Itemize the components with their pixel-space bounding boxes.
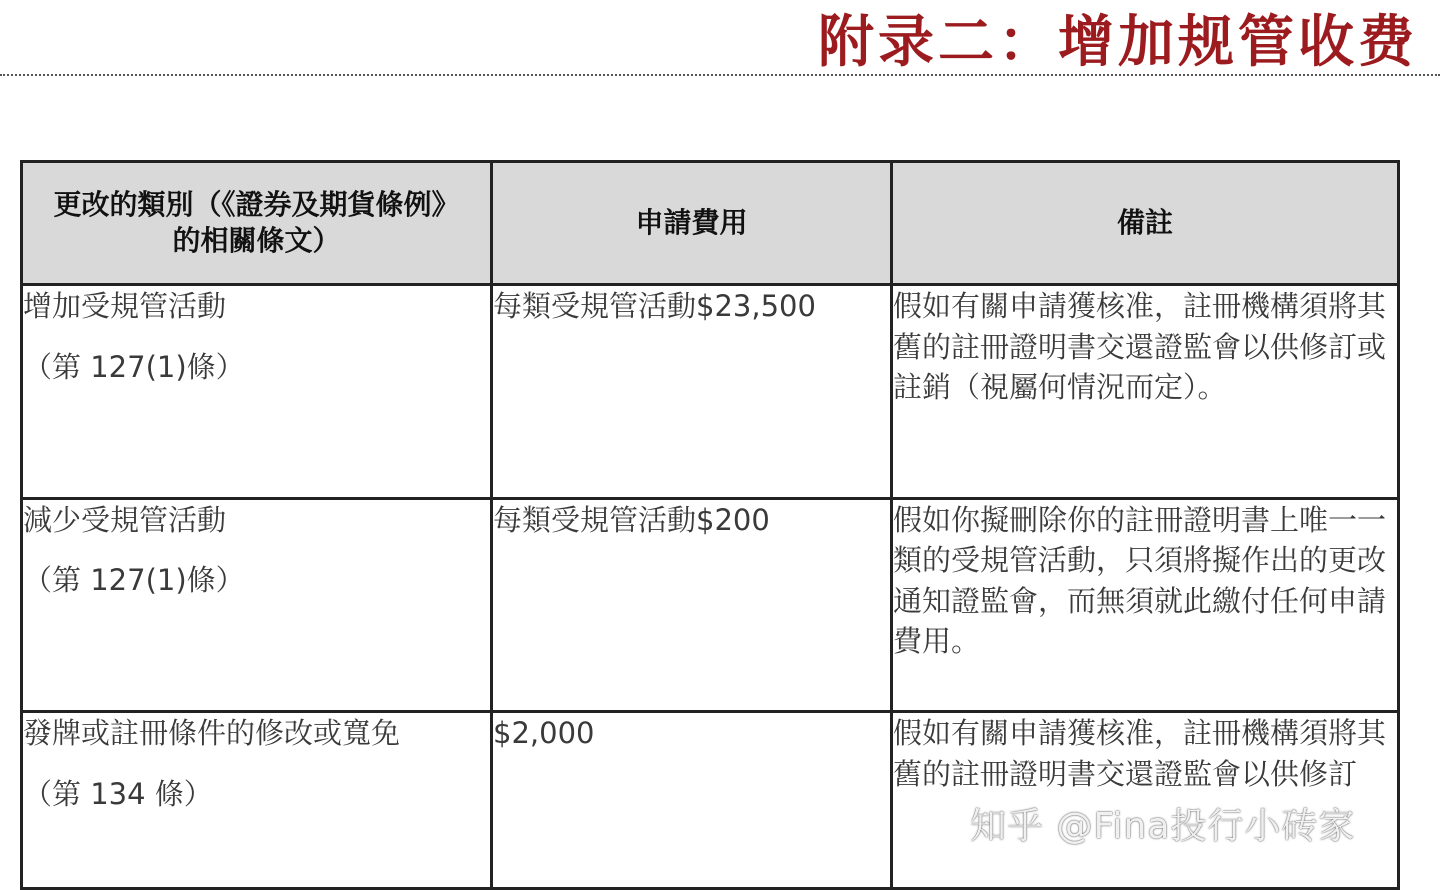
fee-table <box>20 160 1400 890</box>
category-label: 增加受規管活動 <box>23 289 227 323</box>
category-cell <box>22 285 492 499</box>
header-notes: 備註 <box>892 162 1399 285</box>
category-clause: （第 127(1)條） <box>23 563 245 598</box>
table-row <box>22 498 1399 712</box>
category-label: 減少受規管活動 <box>23 502 227 537</box>
category-cell <box>22 498 492 712</box>
note-cell: 假如有關申請獲核准，註冊機構須將其舊的註冊證明書交還證監會以供修訂或註銷（視屬何情況而定）。 <box>892 285 1399 499</box>
header-fee: 申請費用 <box>492 162 892 285</box>
header-category: 更改的類別（《證券及期貨條例》的相關條文） <box>22 162 492 285</box>
note-cell: 假如你擬刪除你的註冊證明書上唯一一類的受規管活動，只須將擬作出的更改通知證監會，而無須就此繳付任何申請費用。 <box>892 498 1399 712</box>
fee-cell: 每類受規管活動$23,500 <box>492 285 892 499</box>
category-label: 發牌或註冊條件的修改或寬免 <box>23 716 401 751</box>
category-cell <box>22 712 492 889</box>
note-cell: 假如有關申請獲核准，註冊機構須將其舊的註冊證明書交還證監會以供修訂 <box>892 712 1399 889</box>
fee-cell: $2,000 <box>492 712 892 889</box>
table-header-row <box>22 162 1399 285</box>
title-divider <box>0 74 1440 76</box>
page-title: 附录二：增加规管收费 <box>818 9 1418 75</box>
category-clause: （第 127(1)條） <box>23 349 245 384</box>
category-clause: （第 134 條） <box>23 776 213 811</box>
table-row <box>22 285 1399 499</box>
fee-cell: 每類受規管活動$200 <box>492 498 892 712</box>
watermark: 知乎 @Fina投行小砖家 <box>970 806 1356 847</box>
